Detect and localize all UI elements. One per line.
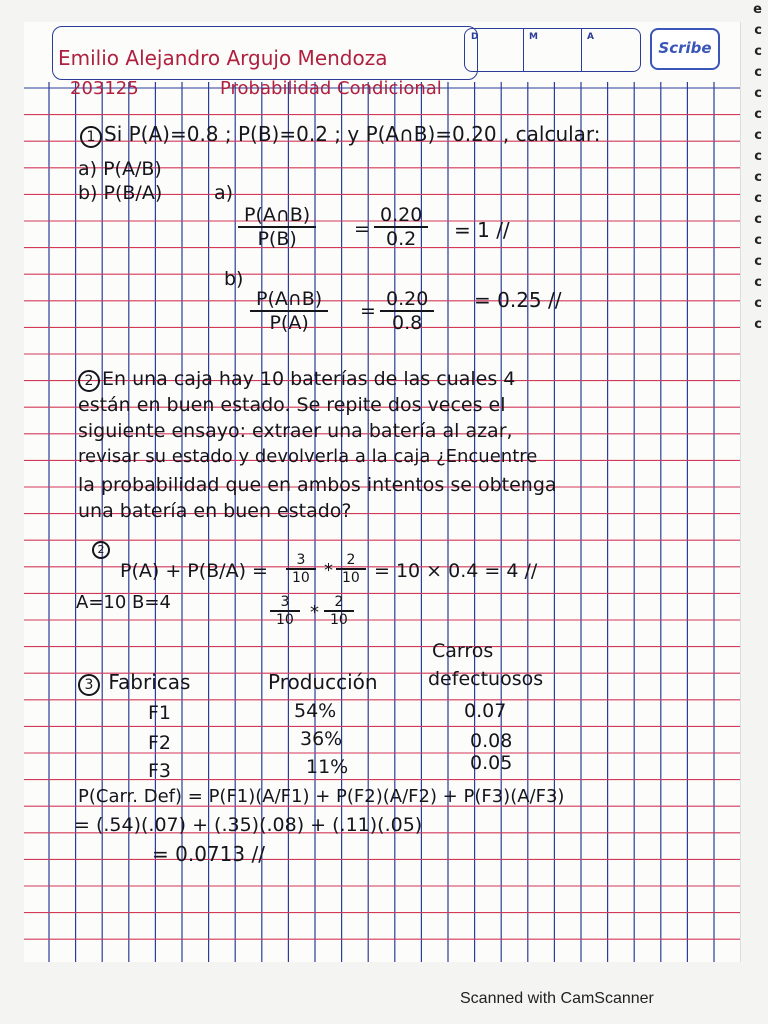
problem-1-item-a: a) P(A/B) bbox=[78, 158, 162, 180]
row-f3-production: 11% bbox=[306, 756, 349, 778]
camscanner-footer: Scanned with CamScanner bbox=[460, 990, 654, 1007]
multiply-star-2: * bbox=[310, 602, 319, 623]
problem-3-result: = 0.0713 // bbox=[152, 842, 265, 866]
problem-2-solution-lhs: P(A) + P(B/A) = bbox=[120, 560, 268, 582]
problem-number-3: 3 bbox=[78, 674, 100, 696]
notebook-page bbox=[24, 22, 741, 962]
part-b-values: $\frac{0.20}{0.8}$ bbox=[380, 288, 434, 334]
edge-mark: c bbox=[754, 212, 762, 227]
date-label-day: D bbox=[471, 32, 479, 42]
fraction-2-10: $\frac{2}{10}$ bbox=[336, 552, 366, 586]
header-produccion: Producción bbox=[268, 670, 378, 694]
edge-mark: c bbox=[754, 23, 762, 38]
problem-1-item-b: b) P(B/A) bbox=[78, 182, 163, 204]
edge-mark: c bbox=[754, 191, 762, 206]
part-a-equals: = bbox=[354, 218, 370, 240]
edge-mark: c bbox=[754, 44, 762, 59]
row-f3-defective: 0.05 bbox=[470, 752, 513, 774]
header-defectuosos: defectuosos bbox=[428, 668, 544, 690]
problem-2-given: A=10 B=4 bbox=[76, 592, 171, 613]
problem-3-expansion: = (.54)(.07) + (.35)(.08) + (.11)(.05) bbox=[74, 814, 423, 836]
part-b-equals: = bbox=[360, 300, 376, 322]
edge-mark: e bbox=[753, 2, 762, 17]
student-name: Emilio Alejandro Argujo Mendoza bbox=[58, 46, 388, 70]
row-f1-factory: F1 bbox=[148, 702, 172, 724]
student-id: 203125 bbox=[70, 78, 139, 99]
problem-2-line-3: siguiente ensayo: extraer una batería al azar, bbox=[78, 420, 513, 442]
edge-mark: c bbox=[754, 296, 762, 311]
edge-mark: c bbox=[754, 317, 762, 332]
row-f2-defective: 0.08 bbox=[470, 730, 513, 752]
header-carros: Carros bbox=[432, 640, 494, 662]
problem-3-formula: P(Carr. Def) = P(F1)(A/F1) + P(F2)(A/F2) + P(F3)(A/F3) bbox=[78, 786, 565, 807]
problem-2-line-4: revisar su estado y devolverla a la caja ¿Encuentre bbox=[78, 446, 538, 467]
edge-mark: c bbox=[754, 254, 762, 269]
edge-mark: c bbox=[754, 275, 762, 290]
row-f2-factory: F2 bbox=[148, 732, 172, 754]
fraction-3-10-repeat: $\frac{3}{10}$ bbox=[270, 594, 300, 628]
fraction-3-10: $\frac{3}{10}$ bbox=[286, 552, 316, 586]
row-f1-defective: 0.07 bbox=[464, 700, 507, 722]
edge-mark: c bbox=[754, 128, 762, 143]
multiply-star-1: * bbox=[324, 560, 333, 581]
problem-2-line-2: están en buen estado. Se repite dos veces el bbox=[78, 394, 506, 416]
problem-1-statement: 1 Si P(A)=0.8 ; P(B)=0.2 ; y P(A∩B)=0.20 , calcular: bbox=[80, 122, 601, 148]
problem-2-line-5: la probabilidad que en ambos intentos se obtenga bbox=[78, 474, 557, 496]
problem-2-line-1: 2 En una caja hay 10 baterías de las cuales 4 bbox=[78, 368, 515, 392]
header-fabricas: 3 Fabricas bbox=[78, 670, 190, 696]
edge-mark: c bbox=[754, 233, 762, 248]
problem-number-2: 2 bbox=[78, 370, 100, 392]
edge-mark: c bbox=[754, 107, 762, 122]
row-f3-factory: F3 bbox=[148, 760, 172, 782]
part-a-formula: $\frac{P(A\cap B)}{P(B)}$ bbox=[238, 204, 316, 250]
part-b-result: = 0.25 // bbox=[474, 288, 562, 312]
part-a-values: $\frac{0.20}{0.2}$ bbox=[374, 204, 428, 250]
fraction-2-10-repeat: $\frac{2}{10}$ bbox=[324, 594, 354, 628]
date-box bbox=[464, 28, 641, 72]
part-a-result: = 1 // bbox=[454, 218, 510, 242]
edge-mark: c bbox=[754, 86, 762, 101]
topic-title: Probabilidad Condicional bbox=[220, 78, 442, 99]
problem-number-1: 1 bbox=[80, 126, 102, 148]
date-label-month: M bbox=[529, 32, 538, 42]
row-f2-production: 36% bbox=[300, 728, 343, 750]
date-label-year: A bbox=[587, 32, 594, 42]
part-b-formula: $\frac{P(A\cap B)}{P(A)}$ bbox=[250, 288, 328, 334]
edge-mark: c bbox=[754, 170, 762, 185]
part-a-label: a) bbox=[214, 182, 234, 204]
edge-mark: c bbox=[754, 149, 762, 164]
problem-2-solution-result: = 10 × 0.4 = 4 // bbox=[374, 560, 538, 582]
scribe-logo: Scribe bbox=[650, 28, 720, 70]
row-f1-production: 54% bbox=[294, 700, 337, 722]
problem-2-solution-marker: 2 bbox=[92, 538, 112, 559]
edge-mark: c bbox=[754, 65, 762, 80]
part-b-label: b) bbox=[224, 268, 244, 290]
problem-2-line-6: una batería en buen estado? bbox=[78, 500, 352, 522]
